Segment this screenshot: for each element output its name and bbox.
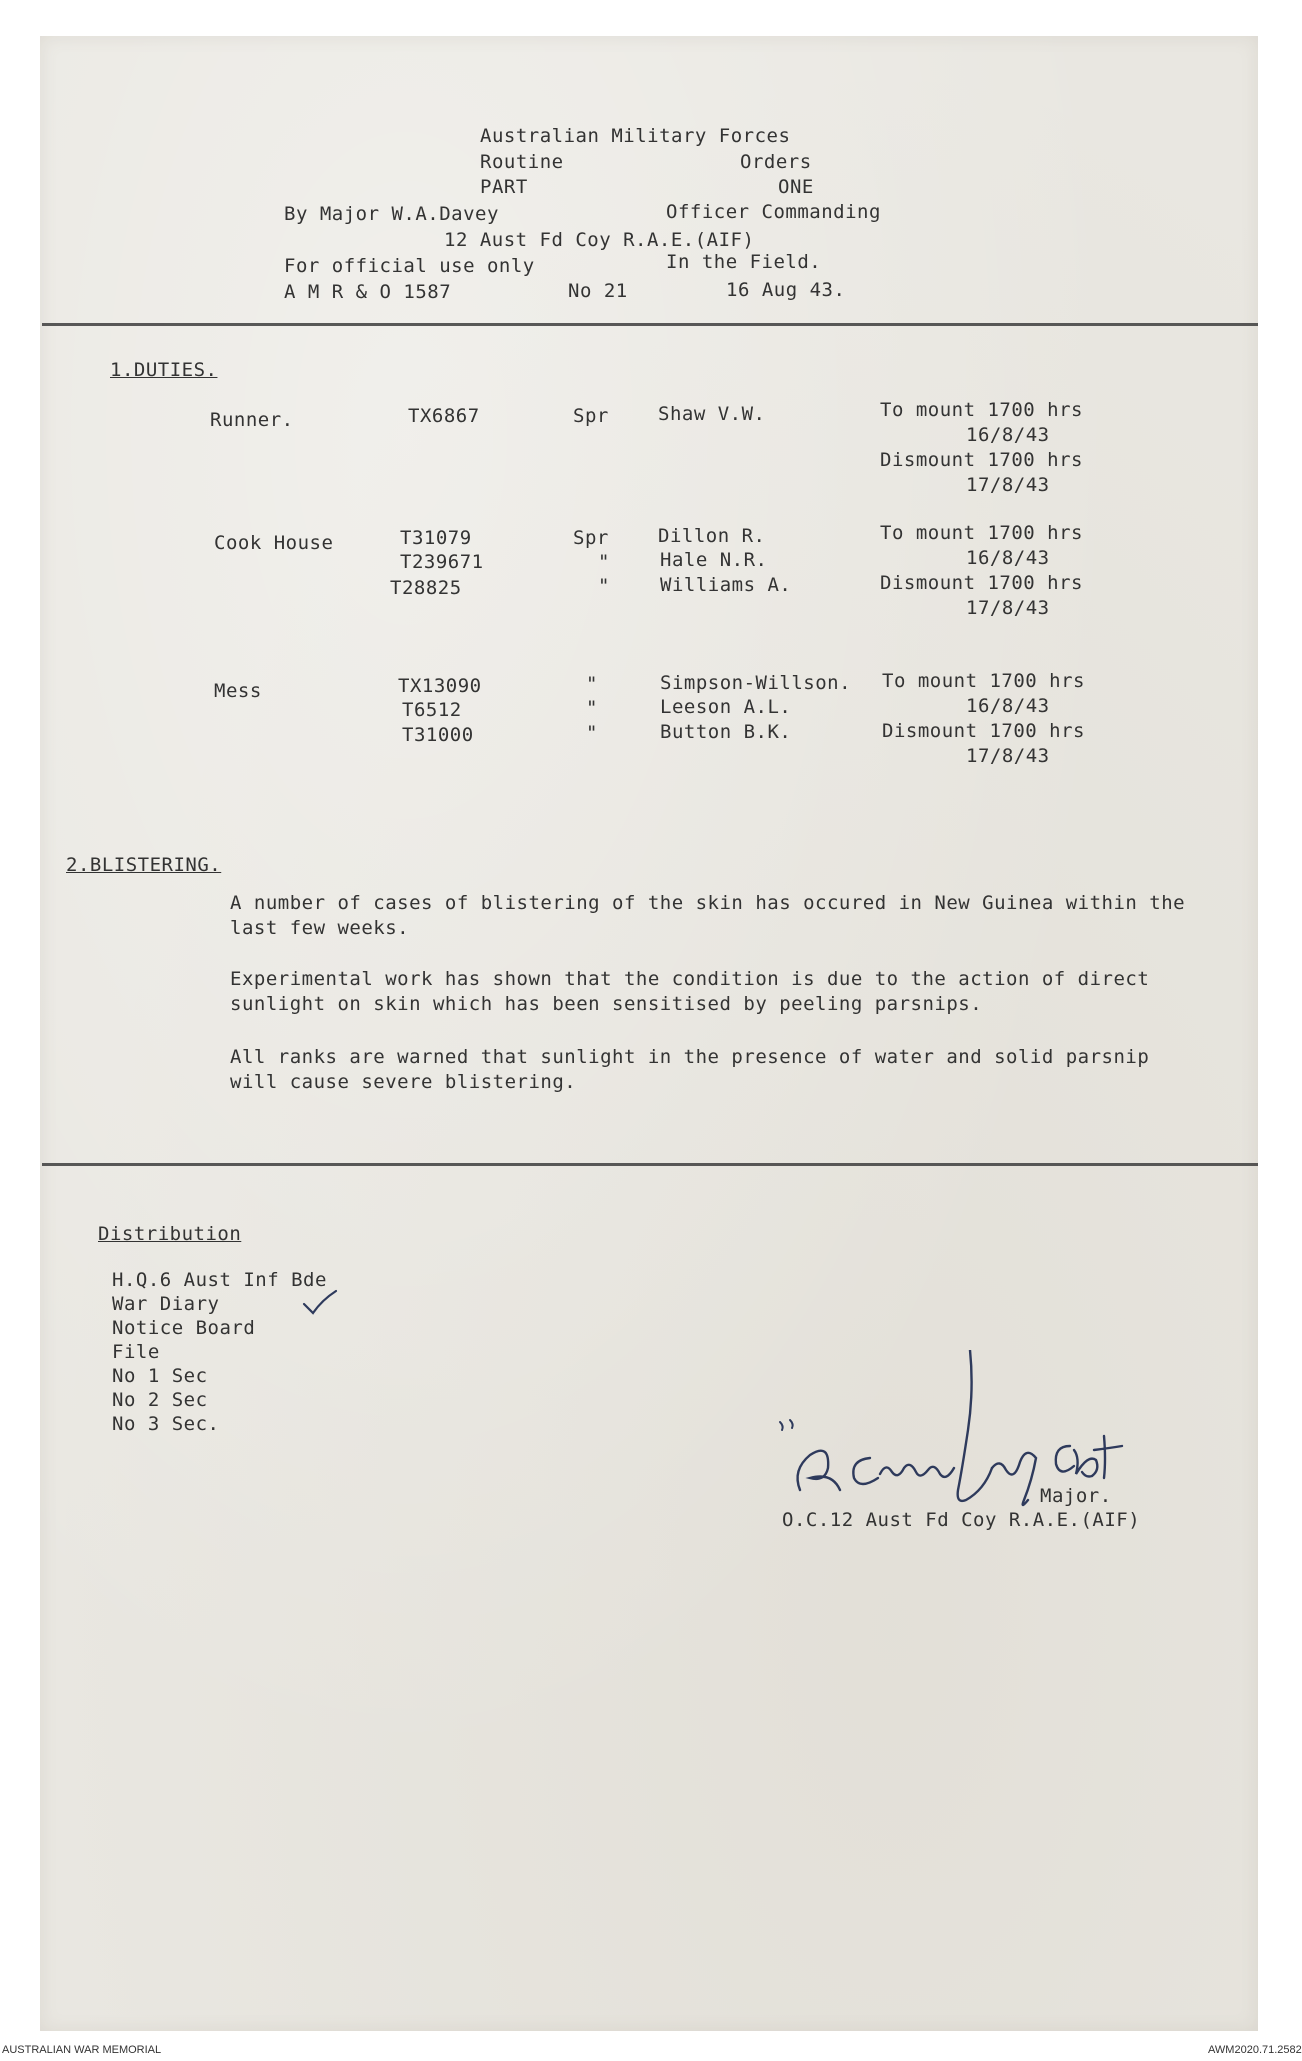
duty-dismount-date: 17/8/43	[966, 745, 1050, 767]
document-page	[40, 36, 1258, 2031]
header-part: PART	[480, 176, 528, 198]
duty-name: Simpson-Willson.	[660, 672, 852, 694]
header-by: By Major W.A.Davey	[284, 203, 499, 225]
header-amro: A M R & O 1587	[284, 281, 452, 303]
duty-dismount-time: Dismount 1700 hrs	[880, 572, 1083, 594]
duty-number: T31079	[400, 527, 472, 549]
blistering-paragraph: Experimental work has shown that the condition is due to the action of direct sunlight on skin which has been sensitised by peeling parsnips.	[230, 968, 1150, 1015]
duty-mount-time: To mount 1700 hrs	[880, 399, 1083, 421]
blistering-heading: 2.BLISTERING.	[66, 854, 222, 876]
header-orders: Orders	[740, 151, 812, 173]
duty-dismount-date: 17/8/43	[966, 474, 1050, 496]
duty-number: T239671	[400, 551, 484, 573]
duty-mount-time: To mount 1700 hrs	[880, 522, 1083, 544]
distribution-item: No 1 Sec	[112, 1365, 208, 1387]
header-routine: Routine	[480, 151, 564, 173]
duty-rank: Spr	[573, 527, 609, 549]
duty-mount-date: 16/8/43	[966, 695, 1050, 717]
blistering-paragraph: All ranks are warned that sunlight in the presence of water and solid parsnip will cause severe blistering.	[230, 1046, 1150, 1093]
bottom-divider	[42, 1163, 1258, 1166]
distribution-heading: Distribution	[98, 1223, 242, 1245]
distribution-item: No 3 Sec.	[112, 1413, 220, 1435]
duty-mount-date: 16/8/43	[966, 547, 1050, 569]
header-order-number: No 21	[568, 280, 628, 302]
duty-ditto-mark: "	[598, 551, 610, 573]
duty-ditto-mark: "	[586, 697, 598, 719]
duties-heading: 1.DUTIES.	[110, 359, 218, 381]
duty-dismount-time: Dismount 1700 hrs	[882, 720, 1085, 742]
signature-title: O.C.12 Aust Fd Coy R.A.E.(AIF)	[782, 1509, 1141, 1531]
duty-mount-date: 16/8/43	[966, 424, 1050, 446]
header-field: In the Field.	[666, 251, 822, 273]
duty-role-runner: Runner.	[210, 409, 294, 431]
distribution-item: War Diary	[112, 1293, 220, 1315]
footer-institution: AUSTRALIAN WAR MEMORIAL	[2, 2044, 162, 2056]
duty-number: T6512	[402, 699, 462, 721]
distribution-item: File	[112, 1341, 160, 1363]
check-mark-icon	[300, 1288, 340, 1318]
duty-ditto-mark: "	[586, 673, 598, 695]
duty-rank: Spr	[573, 405, 609, 427]
distribution-item: H.Q.6 Aust Inf Bde	[112, 1269, 327, 1291]
duty-name: Dillon R.	[658, 525, 766, 547]
top-divider	[42, 323, 1258, 326]
header-officer: Officer Commanding	[666, 201, 881, 223]
header-part-number: ONE	[778, 176, 814, 198]
duty-role-cook-house: Cook House	[214, 532, 334, 554]
duty-role-mess: Mess	[214, 680, 262, 702]
distribution-item: No 2 Sec	[112, 1389, 208, 1411]
header-official: For official use only	[284, 255, 535, 277]
duty-dismount-time: Dismount 1700 hrs	[880, 449, 1083, 471]
header-date: 16 Aug 43.	[726, 279, 846, 301]
blistering-paragraph: A number of cases of blistering of the skin has occured in New Guinea within the last few weeks.	[230, 892, 1186, 939]
header-unit: 12 Aust Fd Coy R.A.E.(AIF)	[444, 229, 755, 251]
distribution-item: Notice Board	[112, 1317, 256, 1339]
duty-mount-time: To mount 1700 hrs	[882, 670, 1085, 692]
footer-accession-number: AWM2020.71.2582	[1208, 2044, 1302, 2056]
duty-name: Hale N.R.	[660, 549, 768, 571]
duty-name: Button B.K.	[660, 721, 792, 743]
duty-name: Williams A.	[660, 574, 792, 596]
duty-number: TX6867	[408, 405, 480, 427]
header-title: Australian Military Forces	[480, 125, 791, 147]
duty-number: TX13090	[398, 675, 482, 697]
duty-number: T28825	[390, 577, 462, 599]
duty-name: Shaw V.W.	[658, 403, 766, 425]
duty-name: Leeson A.L.	[660, 696, 792, 718]
duty-ditto-mark: "	[598, 575, 610, 597]
duty-number: T31000	[402, 724, 474, 746]
signature-rank: Major.	[1040, 1485, 1112, 1507]
duty-ditto-mark: "	[586, 722, 598, 744]
duty-dismount-date: 17/8/43	[966, 597, 1050, 619]
